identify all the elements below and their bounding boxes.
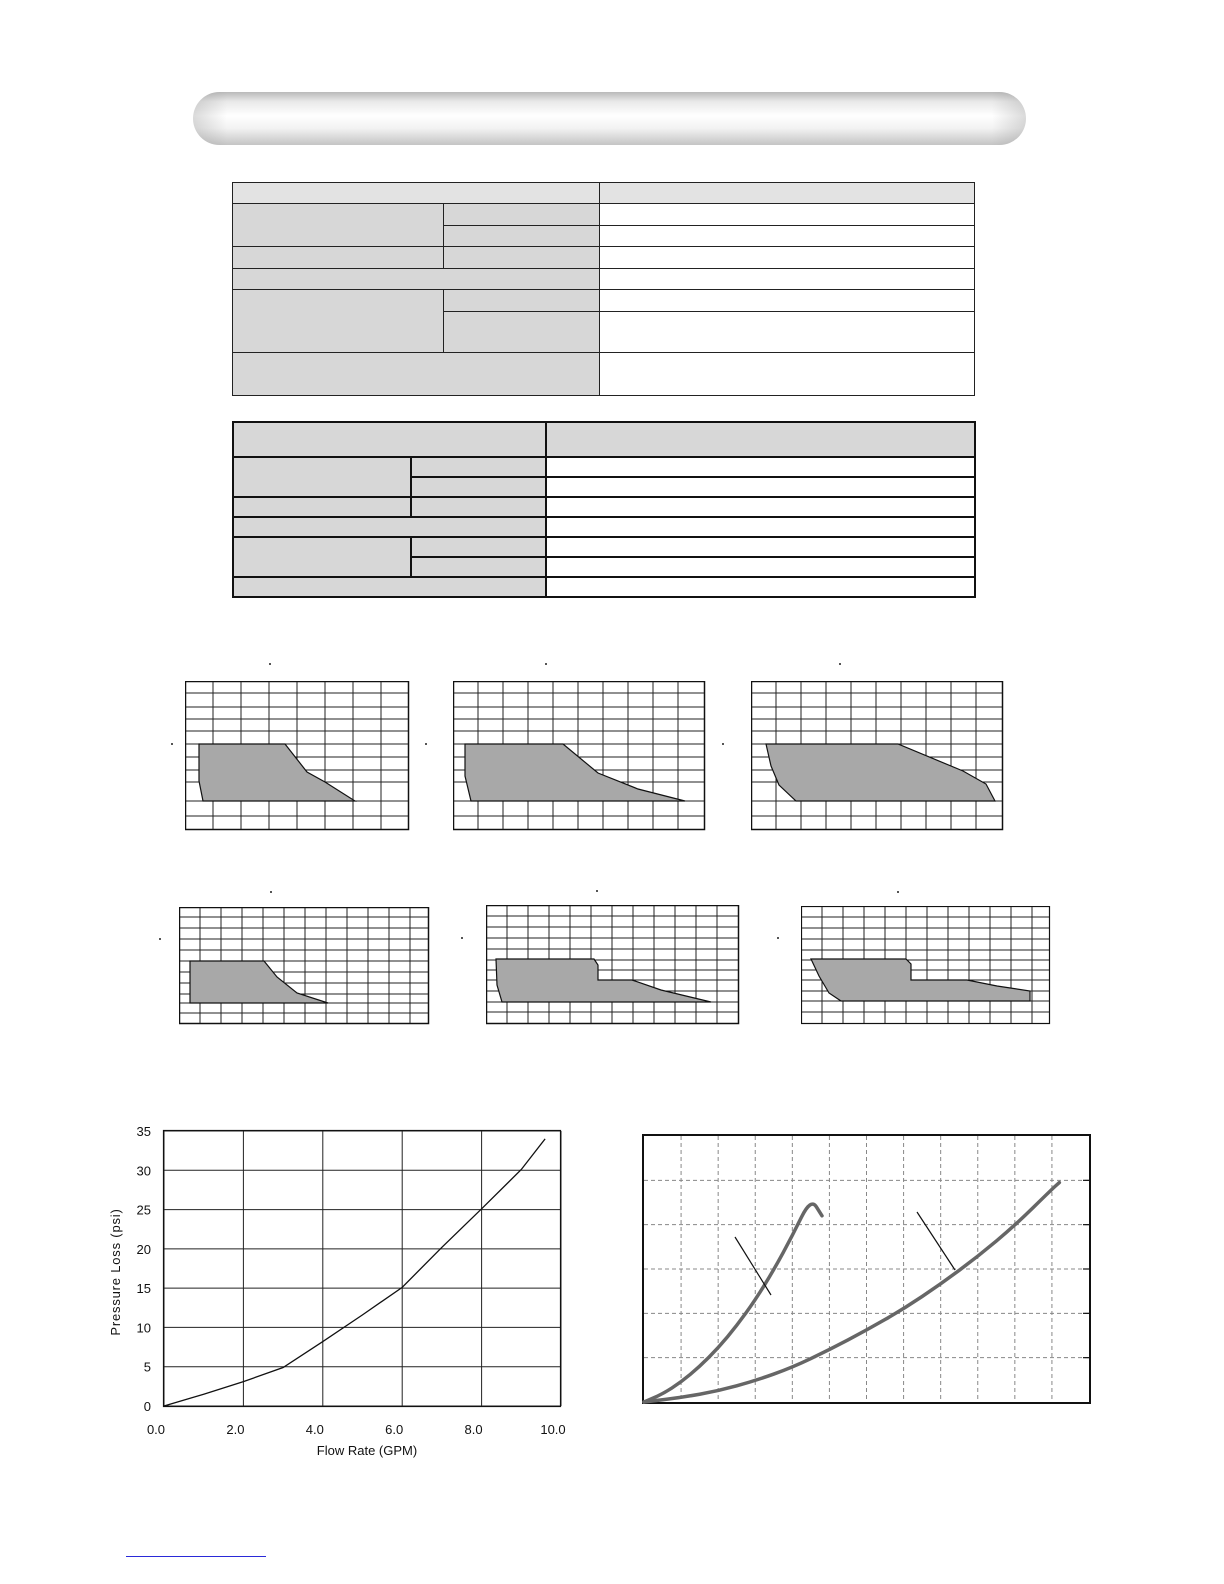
y-tick-label: 0: [143, 1399, 151, 1414]
table-cell: [600, 290, 975, 312]
chart-grid: [164, 1131, 561, 1406]
plot-frame: [164, 1131, 561, 1407]
y-tick-label: 5: [143, 1359, 151, 1375]
y-tick-label: 30: [136, 1163, 151, 1179]
x-tick-label: 0.0: [146, 1422, 166, 1437]
x-tick-label: 6.0: [385, 1422, 404, 1437]
chart-grid: [644, 1136, 1089, 1402]
table-cell: [600, 247, 975, 269]
y-tick-label: 15: [136, 1281, 151, 1297]
x-axis-ticks: [147, 1422, 566, 1437]
y-axis-label: Pressure Loss (psi): [108, 1208, 123, 1336]
x-tick-label: 4.0: [305, 1422, 324, 1437]
table-cell: [600, 183, 975, 204]
x-tick-label: 2.0: [226, 1422, 245, 1437]
table-cell: [600, 204, 975, 226]
x-tick-label: 10.0: [540, 1422, 566, 1437]
scan-mark: [722, 743, 724, 745]
scan-mark: [897, 891, 899, 893]
x-tick-label: 8.0: [464, 1422, 483, 1437]
y-tick-label: 35: [136, 1124, 151, 1139]
scan-mark: [777, 937, 779, 939]
curve-series-2: [644, 1183, 1059, 1402]
table-cell: [600, 353, 975, 396]
scan-mark: [839, 663, 841, 665]
table-cell: [600, 226, 975, 247]
x-axis-label: Flow Rate (GPM): [316, 1443, 418, 1458]
y-tick-label: 10: [136, 1320, 151, 1336]
y-tick-label: 20: [136, 1241, 151, 1257]
plot-frame: [643, 1135, 1090, 1403]
y-axis-ticks: [137, 1124, 151, 1414]
operating-envelope-chart-6: [801, 906, 1051, 1026]
footer-link-underline: [126, 1556, 266, 1557]
curve-lines: [644, 1183, 1059, 1402]
table-cell: [600, 312, 975, 353]
leader-line-2: [917, 1212, 955, 1270]
operating-envelope-chart-3: [751, 681, 1004, 832]
leader-line-1: [735, 1237, 771, 1295]
pressure-loss-line: [164, 1139, 545, 1406]
curve-series-1: [644, 1204, 822, 1402]
y-tick-label: 25: [136, 1202, 151, 1218]
table-cell: [600, 269, 975, 290]
